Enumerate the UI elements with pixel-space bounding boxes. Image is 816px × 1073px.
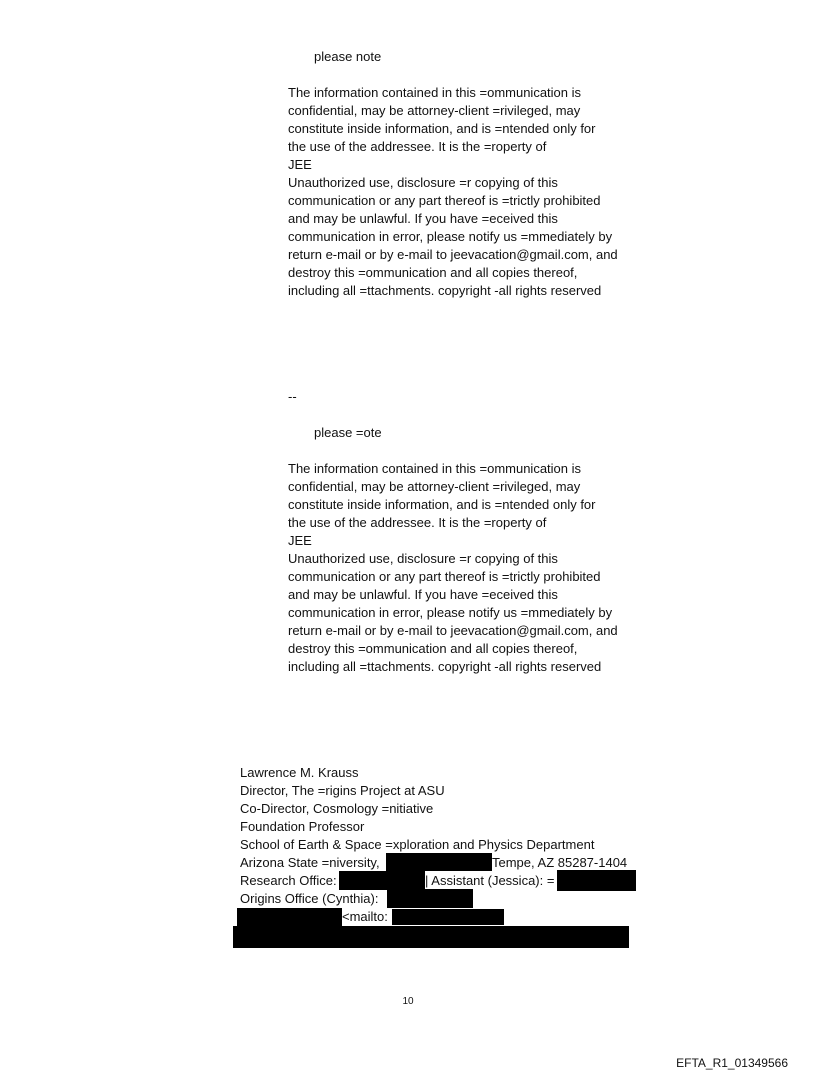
notice-1-body bbox=[288, 84, 648, 300]
notice-1-heading: please note bbox=[314, 49, 382, 64]
notice-2-heading: please =ote bbox=[314, 425, 382, 440]
notice-line: the use of the addressee. It is the =roperty of bbox=[288, 139, 547, 154]
notice-line: including all =ttachments. copyright -all rights reserved bbox=[288, 659, 602, 674]
notice-line: Unauthorized use, disclosure =r copying of this bbox=[288, 551, 558, 566]
notice-line: communication in error, please notify us =mmediately by bbox=[288, 605, 613, 620]
notice-line: destroy this =ommunication and all copies thereof, bbox=[288, 265, 578, 280]
notice-line: the use of the addressee. It is the =roperty of bbox=[288, 515, 547, 530]
redaction-block bbox=[237, 908, 342, 926]
page-number: 10 bbox=[402, 996, 414, 1007]
notice-line: including all =ttachments. copyright -all rights reserved bbox=[288, 283, 602, 298]
redaction-block bbox=[387, 889, 473, 908]
redaction-block bbox=[557, 870, 636, 891]
mailto-label: <mailto: bbox=[342, 909, 388, 924]
notice-line: JEE bbox=[288, 533, 312, 548]
notice-line: confidential, may be attorney-client =rivileged, may bbox=[288, 479, 581, 494]
notice-line: and may be unlawful. If you have =eceived this bbox=[288, 587, 558, 602]
signature-department: School of Earth & Space =xploration and Physics Department bbox=[240, 837, 595, 852]
notice-line: The information contained in this =ommunication is bbox=[288, 461, 582, 476]
redaction-block bbox=[386, 853, 492, 871]
signature-separator: -- bbox=[288, 389, 297, 404]
notice-line: JEE bbox=[288, 157, 312, 172]
notice-line: constitute inside information, and is =ntended only for bbox=[288, 497, 596, 512]
assistant-label: | Assistant (Jessica): = bbox=[425, 873, 555, 888]
signature-title: Foundation Professor bbox=[240, 819, 365, 834]
signature-title: Director, The =rigins Project at ASU bbox=[240, 783, 445, 798]
signature-university: Arizona State =niversity, bbox=[240, 855, 380, 870]
notice-2-body bbox=[288, 460, 648, 676]
redaction-block bbox=[392, 909, 504, 925]
notice-line: The information contained in this =ommunication is bbox=[288, 85, 582, 100]
origins-office-label: Origins Office (Cynthia): bbox=[240, 891, 379, 906]
research-office-label: Research Office: bbox=[240, 873, 337, 888]
signature-title: Co-Director, Cosmology =nitiative bbox=[240, 801, 434, 816]
notice-line: communication in error, please notify us =mmediately by bbox=[288, 229, 613, 244]
notice-line: and may be unlawful. If you have =eceived this bbox=[288, 211, 558, 226]
notice-line: return e-mail or by e-mail to jeevacation@gmail.com, and bbox=[288, 623, 618, 638]
redaction-block bbox=[233, 926, 629, 948]
redaction-block bbox=[339, 871, 425, 890]
notice-line: communication or any part thereof is =trictly prohibited bbox=[288, 569, 601, 584]
bates-number: EFTA_R1_01349566 bbox=[676, 1056, 788, 1070]
notice-line: constitute inside information, and is =ntended only for bbox=[288, 121, 596, 136]
signature-name: Lawrence M. Krauss bbox=[240, 765, 359, 780]
notice-line: destroy this =ommunication and all copies thereof, bbox=[288, 641, 578, 656]
notice-line: communication or any part thereof is =trictly prohibited bbox=[288, 193, 601, 208]
notice-line: confidential, may be attorney-client =rivileged, may bbox=[288, 103, 581, 118]
signature-address: Tempe, AZ 85287-1404 bbox=[492, 855, 628, 870]
notice-line: return e-mail or by e-mail to jeevacation@gmail.com, and bbox=[288, 247, 618, 262]
notice-line: Unauthorized use, disclosure =r copying of this bbox=[288, 175, 558, 190]
